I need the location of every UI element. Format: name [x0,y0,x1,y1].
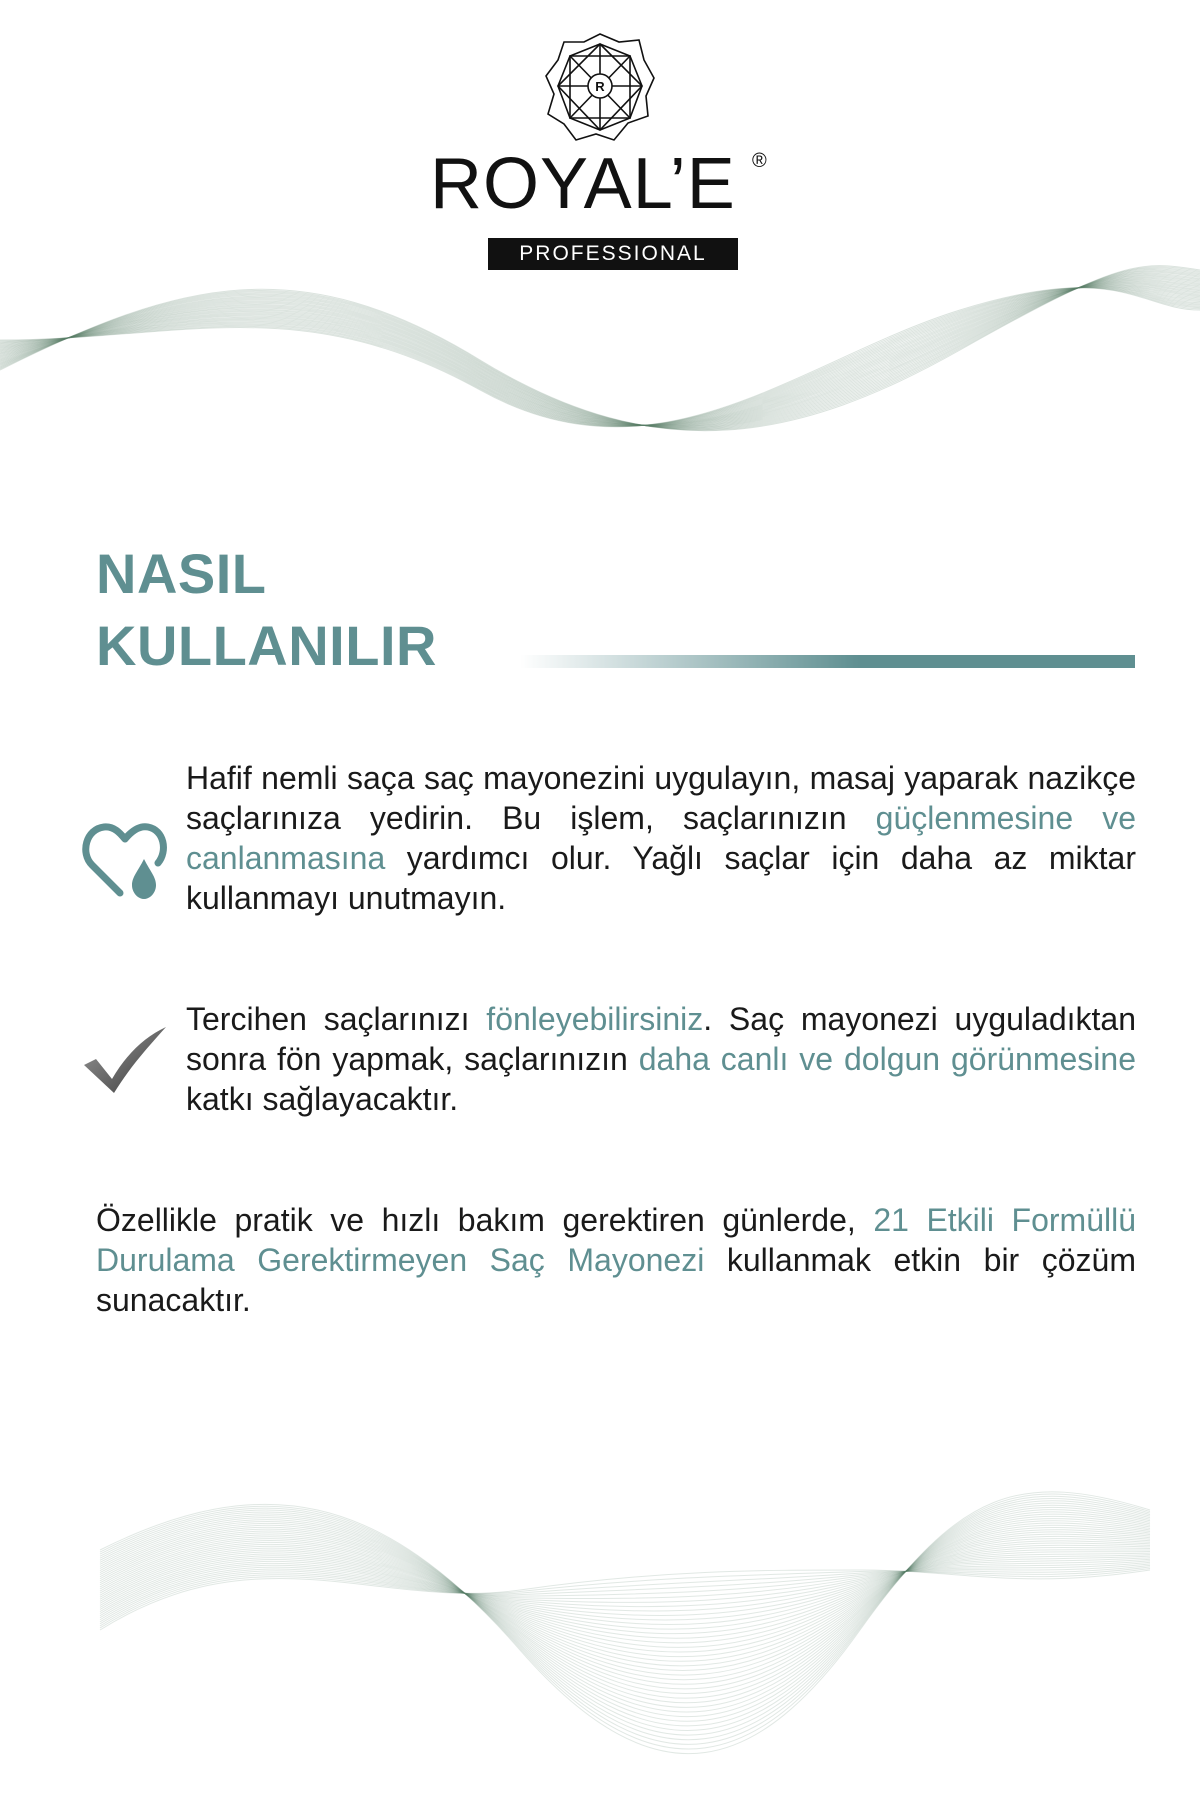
step-2-text-part: . Saç mayonezi uyguladıktan sonra fön yapmak, saçlarınızın [186,1001,1137,1077]
registered-mark: ® [752,150,767,172]
step-2-text [186,999,1136,1119]
wave-line [0,269,1200,429]
closing-highlight: 21 Etkili Formüllü Durulama Gerektirmeyen Saç Mayonezi [96,1202,1137,1278]
wave-line [100,1547,1150,1638]
title-line-1: NASIL [96,542,267,605]
closing-text-part: kullanmak etkin bir çözüm sunacaktır. [96,1242,1137,1318]
wave-line [100,1536,1150,1661]
decorative-wave-bottom [0,1430,1200,1790]
geometric-emblem-icon [542,30,658,146]
wave-line [0,270,1200,429]
wave-line [0,268,1200,430]
step-2-highlight: fönleyebilirsiniz [486,1001,704,1037]
closing-text-part: Özellikle pratik ve hızlı bakım gerektiren günlerde, [96,1202,874,1238]
step-1-text [186,758,1136,918]
wave-line [0,267,1200,430]
step-1-highlight: güçlenmesine ve canlanmasına [186,800,1137,876]
closing-text [96,1200,1136,1320]
emblem-letter: R [595,79,605,94]
wave-line [100,1564,1150,1622]
step-2-highlight: daha canlı ve dolgun görünmesine [638,1041,1137,1077]
title-line-2: KULLANILIR [96,614,437,677]
wave-line [100,1570,1150,1630]
brand-logo [0,20,1200,265]
wave-line [100,1512,1150,1712]
step-1-text-part: yardımcı olur. Yağlı saçlar için daha az miktar kullanmayı unutmayın. [186,840,1136,916]
step-1-text-part: Hafif nemli saça saç mayonezini uygulayın, masaj yaparak nazikçe saçlarınıza yedirin. Bu işlem, saçlarınızın [186,760,1136,836]
brand-tagline: PROFESSIONAL [488,238,738,270]
wave-line [0,266,1200,431]
wave-line [100,1519,1150,1699]
step-2-text-part: Tercihen saçlarınızı [186,1001,487,1037]
wave-line [100,1494,1150,1749]
brand-name: ROYAL’E [430,144,736,224]
step-2-text-part: katkı sağlayacaktır. [186,1081,459,1117]
page-title [96,538,437,682]
title-divider [520,655,1135,668]
checkmark-icon [82,1025,168,1095]
heart-drop-icon [82,815,168,905]
decorative-wave-top [0,240,1200,510]
